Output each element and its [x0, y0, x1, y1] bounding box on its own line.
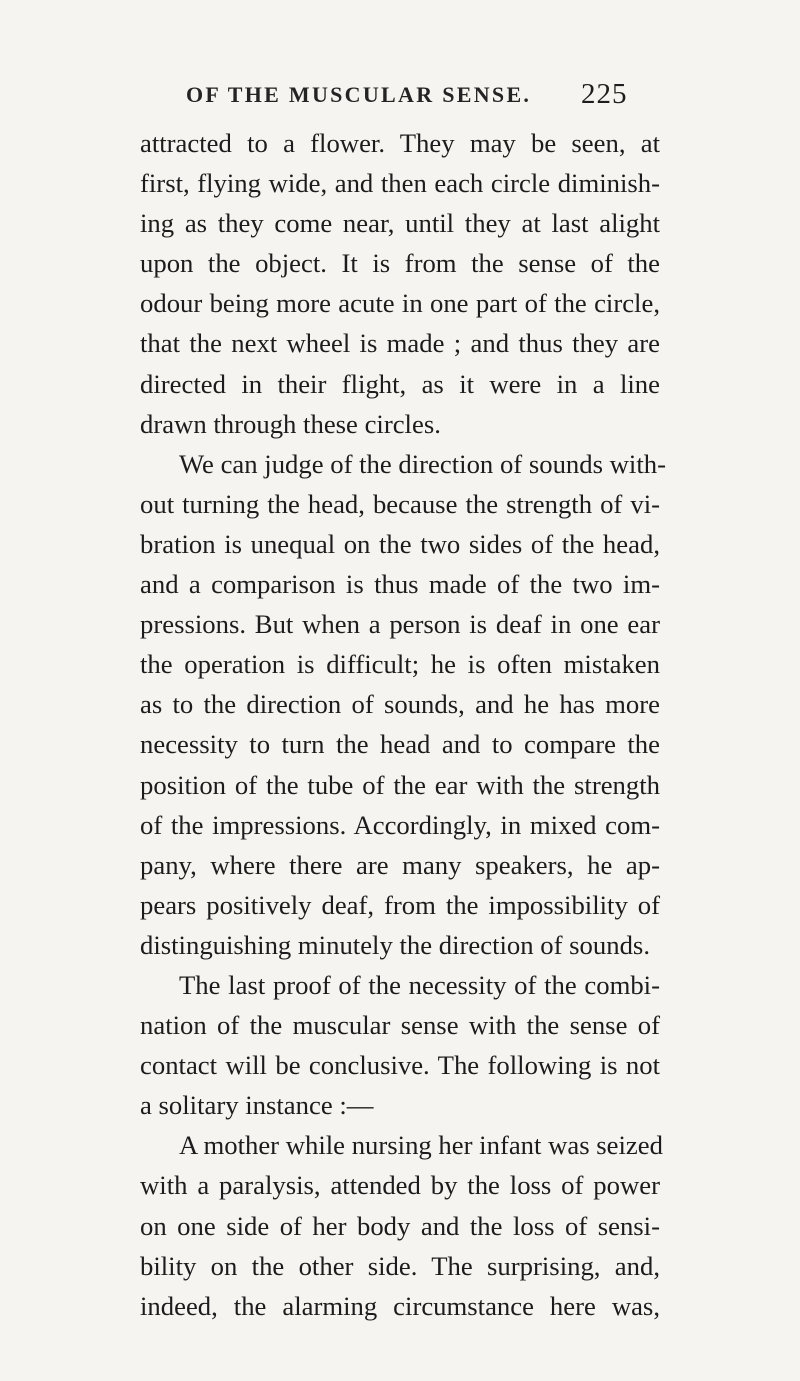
text-line: pany, where there are many speakers, he ap- — [140, 849, 660, 880]
text-line: directed in their flight, as it were in a line — [140, 368, 660, 399]
text-line: odour being more acute in one part of the circle, — [140, 288, 660, 319]
text-line: as to the direction of sounds, and he has more — [140, 689, 660, 720]
text-line: nation of the muscular sense with the sense of — [140, 1010, 660, 1041]
text-line: We can judge of the direction of sounds with- — [179, 448, 666, 479]
text-line: ing as they come near, until they at last alight — [140, 208, 660, 239]
text-line: upon the object. It is from the sense of the — [140, 248, 660, 279]
text-line: pears positively deaf, from the impossibility of — [140, 889, 660, 920]
running-title: OF THE MUSCULAR SENSE. — [186, 82, 532, 107]
text-line: drawn through these circles. — [140, 408, 441, 439]
text-line: distinguishing minutely the direction of sounds. — [140, 929, 650, 960]
text-line: pressions. But when a person is deaf in one ear — [140, 609, 660, 640]
text-line: attracted to a flower. They may be seen, at — [140, 128, 660, 158]
page-number: 225 — [581, 78, 628, 110]
running-header — [0, 78, 800, 114]
text-line: a solitary instance :— — [140, 1090, 374, 1121]
text-line: with a paralysis, attended by the loss of power — [140, 1170, 660, 1201]
text-line: first, flying wide, and then each circle diminish- — [140, 168, 660, 199]
text-line: and a comparison is thus made of the two im- — [140, 569, 660, 600]
text-line: of the impressions. Accordingly, in mixed com- — [140, 809, 660, 840]
text-line: bility on the other side. The surprising, and, — [140, 1250, 660, 1281]
text-line: The last proof of the necessity of the combi- — [179, 969, 660, 1000]
text-line: bration is unequal on the two sides of the head, — [140, 528, 660, 559]
text-line: on one side of her body and the loss of sensi- — [140, 1210, 660, 1241]
text-line: A mother while nursing her infant was seized — [179, 1130, 663, 1161]
body-text — [140, 123, 666, 1326]
text-line: out turning the head, because the strength of vi- — [140, 488, 660, 519]
text-line: that the next wheel is made ; and thus they are — [140, 328, 660, 359]
text-line: the operation is difficult; he is often mistaken — [140, 649, 660, 680]
text-line: contact will be conclusive. The following is not — [140, 1050, 660, 1081]
text-line: necessity to turn the head and to compare the — [140, 729, 660, 760]
text-line: indeed, the alarming circumstance here was, — [140, 1290, 660, 1321]
text-line: position of the tube of the ear with the strength — [140, 769, 660, 800]
